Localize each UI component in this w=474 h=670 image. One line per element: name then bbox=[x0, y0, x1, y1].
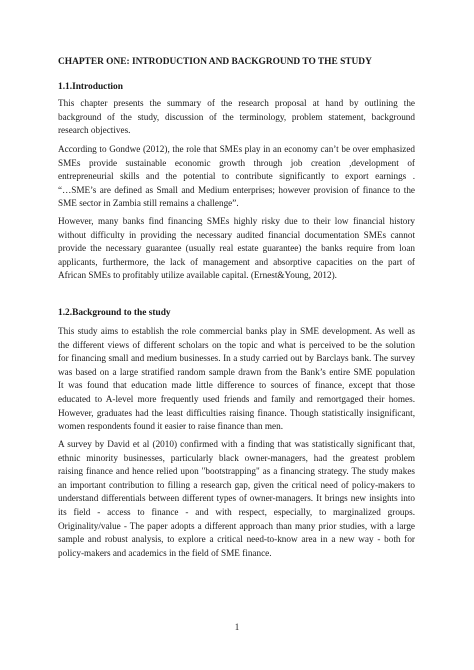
paragraph bbox=[58, 325, 415, 434]
paragraph-line: without difficulty in providing the necessary audited financial documentation SMEs cannot bbox=[58, 229, 415, 240]
paragraph-line: applicants, furthermore, the lack of management and absorptive capacities on the part of bbox=[58, 256, 415, 267]
paragraph-line: SMEs provide sustainable economic growth through job creation ,development of bbox=[58, 157, 415, 168]
paragraph-line: the different views of different scholars on the topic and what is perceived to be the solution bbox=[58, 339, 415, 350]
paragraph-line: provide the necessary guarantee (usually real estate guarantee) the banks require from loan bbox=[58, 243, 415, 254]
paragraph-line: This study aims to establish the role commercial banks play in SME development. As well as bbox=[58, 326, 415, 336]
paragraph bbox=[58, 438, 415, 560]
paragraph-line: This chapter presents the summary of the research proposal at hand by outlining the bbox=[58, 98, 415, 108]
paragraph-line: an important contribution to filling a research gap, given the critical need of policy-makers to bbox=[58, 479, 415, 490]
paragraph-line: However, graduates had the least difficulties raising finance. Though statistically insignificant, bbox=[58, 407, 415, 418]
paragraph-line: background of the study, discussion of the terminology, problem statement, background bbox=[58, 111, 415, 122]
paragraph-line: women respondents found it easier to raise finance than men. bbox=[58, 421, 284, 432]
paragraph-line: Originality/value - The paper adopts a different approach than many prior studies, with a large bbox=[58, 520, 415, 531]
paragraph-line: its field - access to finance - and with respect, especially, to marginalized groups. bbox=[58, 506, 415, 517]
paragraph-line: for financing small and medium businesses. In a study carried out by Barclays bank. The survey bbox=[58, 353, 415, 364]
paragraph-line: understand differentials between different types of owner-managers. It brings new insights into bbox=[58, 493, 415, 504]
paragraph-line: However, many banks find financing SMEs highly risky due to their low financial history bbox=[58, 216, 415, 226]
paragraph-line: SME sector in Zambia still remains a challenge”. bbox=[58, 198, 239, 209]
paragraph-line: It was found that education made little difference to sources of finance, except that those bbox=[58, 380, 415, 391]
section-heading-introduction: 1.1.Introduction bbox=[58, 82, 123, 92]
paragraph-line: African SMEs to profitably utilize available capital. (Ernest&Young, 2012). bbox=[58, 270, 337, 281]
paragraph-line: research objectives. bbox=[58, 125, 131, 136]
section-heading-background: 1.2.Background to the study bbox=[58, 308, 171, 318]
chapter-title: CHAPTER ONE: INTRODUCTION AND BACKGROUND TO THE STUDY bbox=[58, 57, 372, 67]
paragraph bbox=[58, 143, 415, 211]
paragraph bbox=[58, 97, 415, 138]
paragraph-line: ethnic minority businesses, particularly black owner-managers, had the greatest problem bbox=[58, 452, 415, 463]
page-number: 1 bbox=[234, 622, 240, 632]
paragraph-line: A survey by David et al (2010) confirmed with a finding that was statistically significant that, bbox=[58, 439, 415, 449]
paragraph-line: entrepreneurial skills and the potential to contribute significantly to export earnings . bbox=[58, 171, 415, 182]
paragraph-line: was based on a large stratified random sample drawn from the Bank’s entire SME population bbox=[58, 366, 415, 377]
paragraph-line: “…SME’s are defined as Small and Medium enterprises; however provision of finance to the bbox=[58, 184, 415, 195]
paragraph-line: policy-makers and academics in the field of SME finance. bbox=[58, 547, 272, 558]
paragraph-line: sample and robust analysis, to explore a critical need-to-know area in a new way - both for bbox=[58, 534, 415, 545]
paragraph bbox=[58, 215, 415, 283]
paragraph-line: raising finance and hence relied upon "bootstrapping" as a financing strategy. The study makes bbox=[58, 466, 415, 477]
paragraph-line: educated to A-level more frequently used friends and family and remortgaged their homes. bbox=[58, 393, 415, 404]
paragraph-line: According to Gondwe (2012), the role that SMEs play in an economy can’t be over emphasized bbox=[58, 144, 415, 154]
